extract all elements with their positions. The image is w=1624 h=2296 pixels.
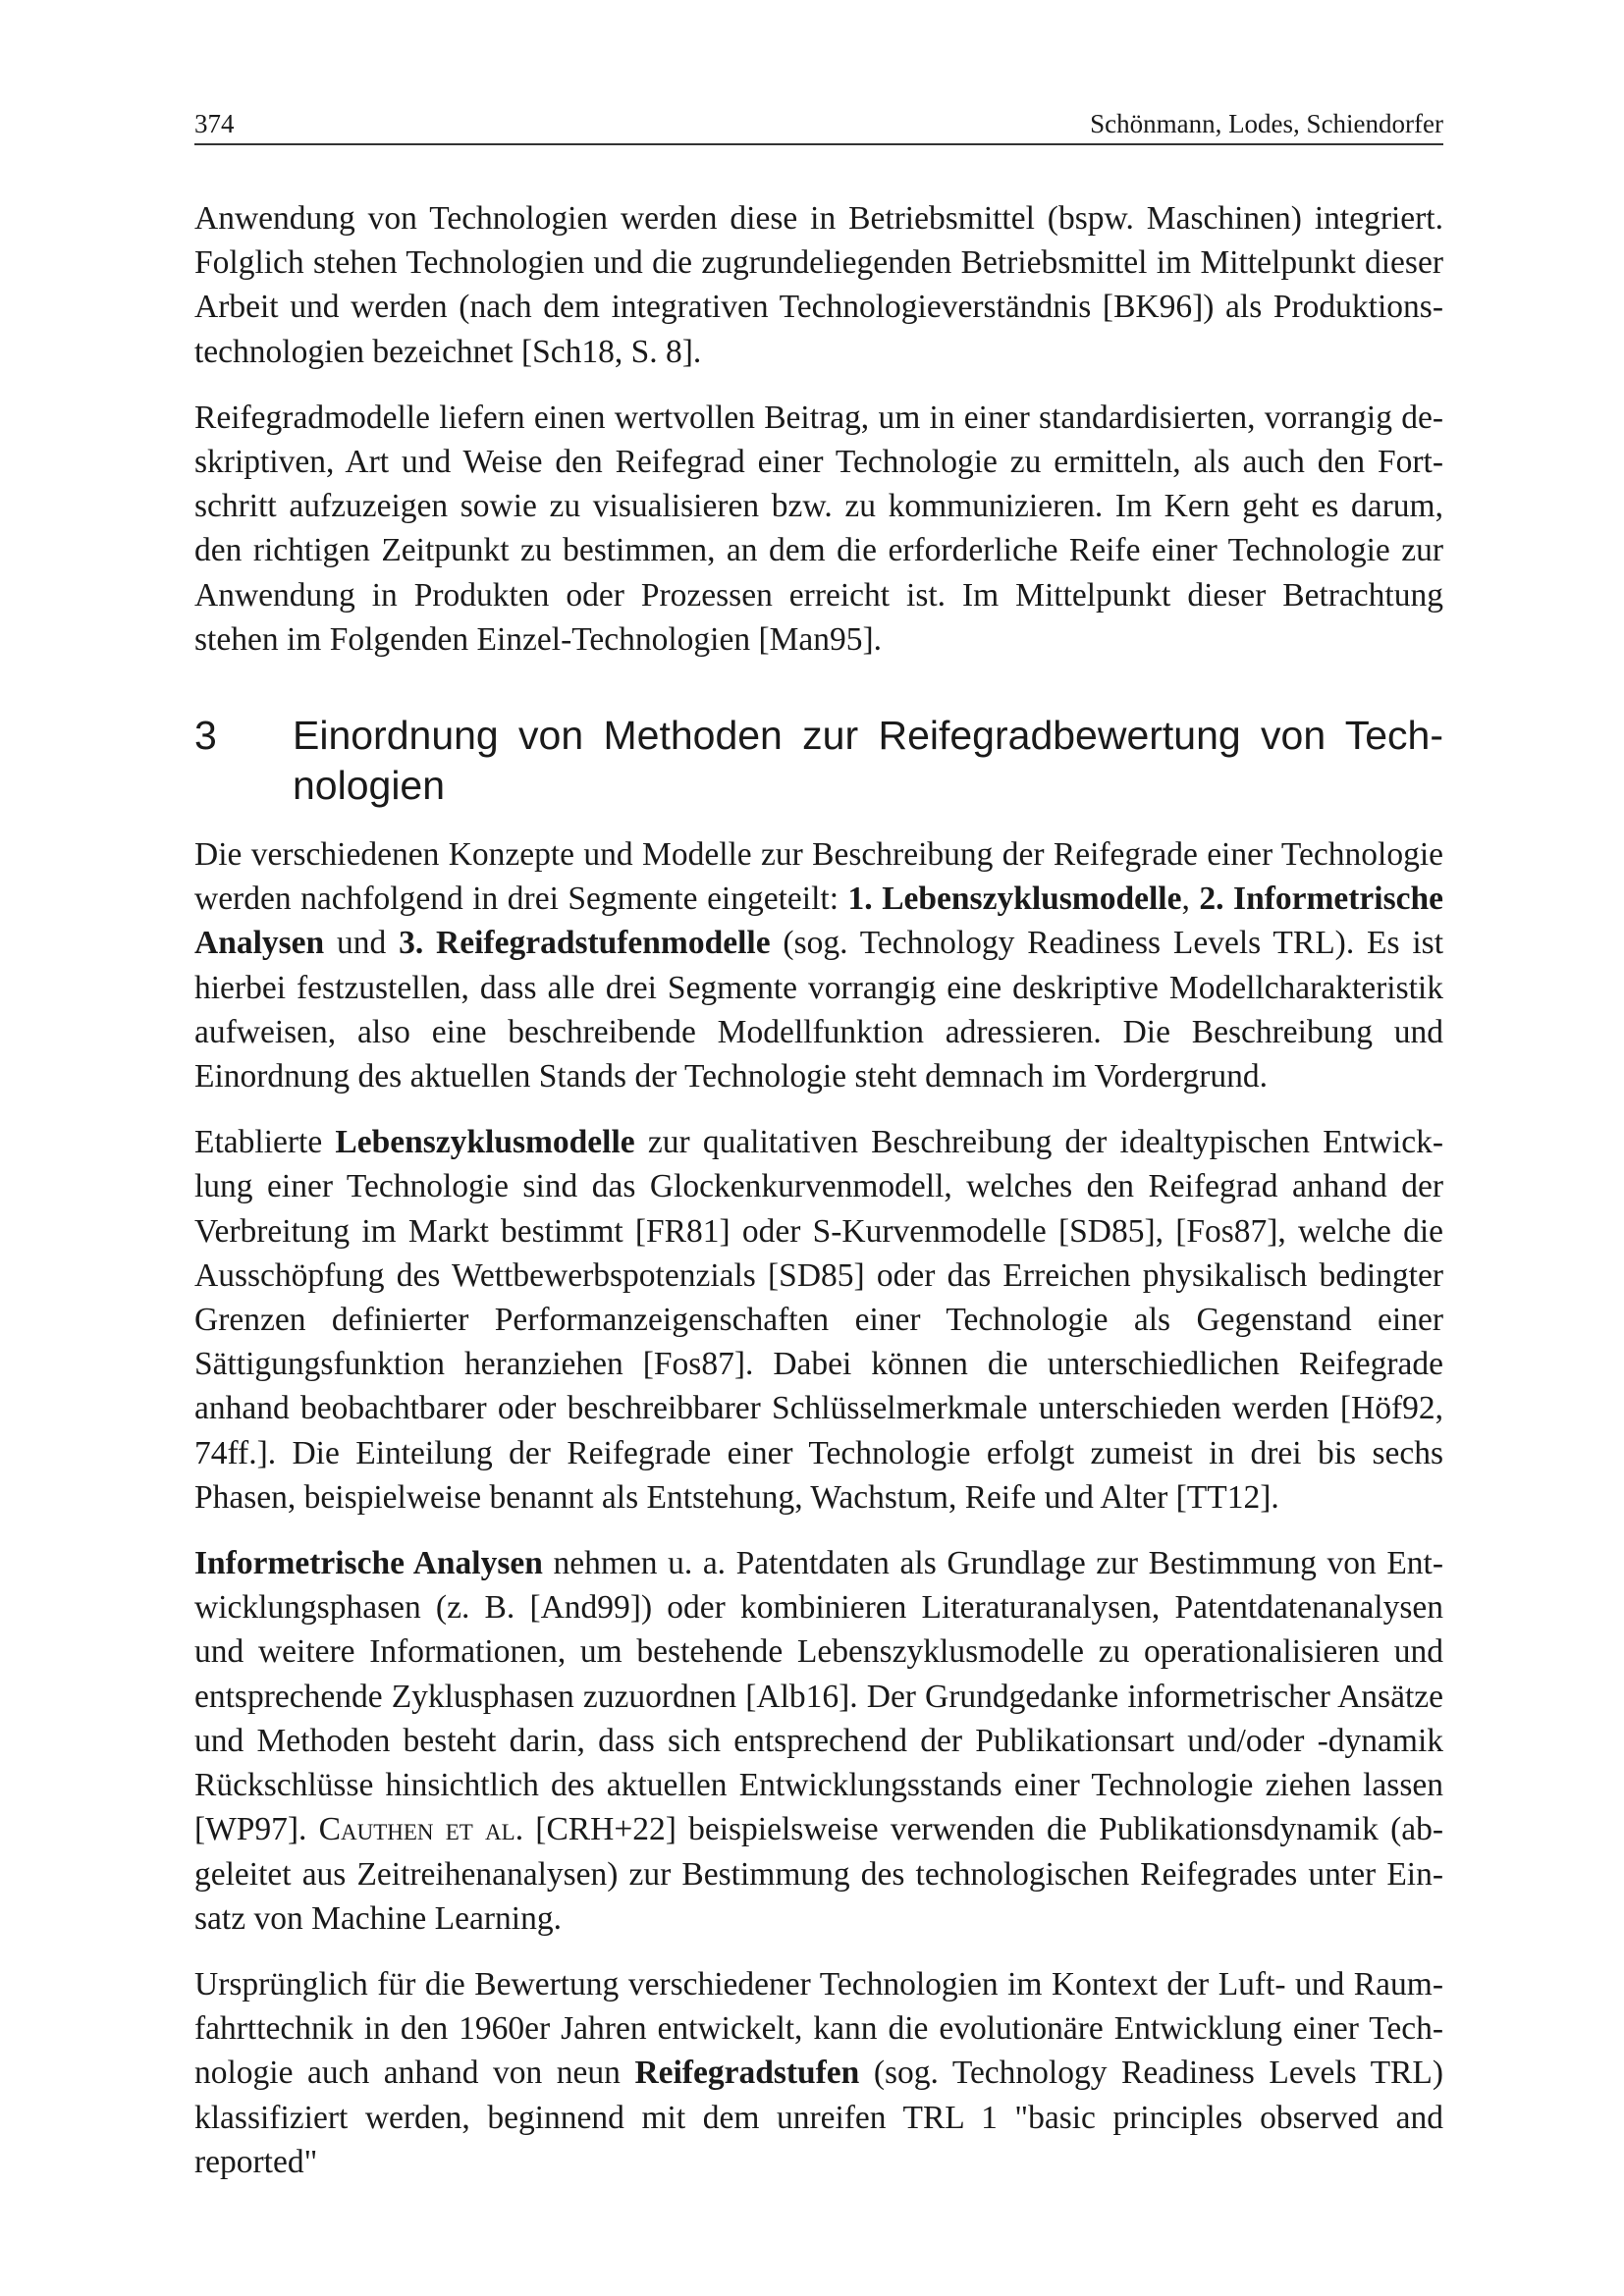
page-number: 374 (194, 109, 235, 138)
paragraph-3-text-a: Die verschiedenen Konzepte und Modelle zur Beschreibung der Reifegrade einer Technologie werden nachfolgend in drei Segmente eingeteilt: (194, 836, 1443, 918)
section-title: Einordnung von Methoden zur Reifegradbewertung von Technologien (293, 713, 1443, 809)
paragraph-4 (194, 1120, 1443, 1520)
paragraph-3-text-c: , (1181, 881, 1200, 918)
paragraph-4-text-a: Etablierte (194, 1124, 336, 1161)
body-text (194, 196, 1443, 2206)
paragraph-6 (194, 1962, 1443, 2184)
paragraph-5 (194, 1541, 1443, 1941)
page-header (194, 108, 1443, 145)
paragraph-5-text-c: [CRH+22] beispielsweise verwenden die Publikationsdynamik (abgeleitet aus Zeitreihenanalysen) zur Bestimmung des technologischen Reifegrades unter Einsatz von Machine Learning. (194, 1811, 1444, 1937)
term-informetrische-analysen: Informetrische Analysen (194, 1545, 543, 1582)
paragraph-6-text-c: (sog. Technology Readiness Levels TRL) klassifiziert werden, beginnend mit dem unreifen TRL 1 "basic principles observed and reported" (194, 2055, 1443, 2180)
paragraph-5-text-a: nehmen u. a. Patentdaten als Grundlage zur Bestimmung von Entwicklungsphasen (z. B. [And99]) oder kombinieren Literaturanalysen, Patentdatenanalysen und weitere Informationen, um bestehende Lebenszyklusmodelle zu operationalisieren und entsprechende Zyklusphasen zuzuordnen [Alb16]. Der Grundgedanke informetrischer Ansätze und Methoden besteht darin, dass sich entsprechend der Publikationsart und/oder -dynamik Rückschlüsse hinsichtlich des aktuellen Entwicklungsstands einer Technologie ziehen lassen [WP97]. (194, 1545, 1444, 1848)
term-informetrische-analysen-numbered: 2. Informetrische Analysen (194, 881, 1443, 962)
paragraph-6-text-a: Ursprünglich für die Bewertung verschiedener Technologien im Kontext der Luft- und Raumfahrttechnik in den 1960er Jahren entwickelt, kann die evolutionäre Entwicklung einer Technologie auch anhand von neun (194, 1965, 1443, 2092)
term-reifegradstufenmodelle-numbered: 3. Reifegradstufenmodelle (399, 925, 771, 962)
section-number: 3 (194, 713, 217, 759)
paragraph-3-text-d: und (324, 925, 400, 962)
section-heading (194, 711, 1443, 811)
term-lebenszyklusmodelle: Lebenszyklusmodelle (335, 1124, 635, 1161)
paragraph-3 (194, 832, 1443, 1098)
paragraph-2: Reifegradmodelle liefern einen wertvollen Beitrag, um in einer standardisierten, vorrangig deskriptiven, Art und Weise den Reifegrad einer Technologie zu ermitteln, als auch den Fortschritt aufzuzeigen sowie zu visualisieren bzw. zu kommunizieren. Im Kern geht es darum, den richtigen Zeitpunkt zu bestimmen, an dem die erforderliche Reife einer Technologie zur Anwendung in Produkten oder Prozessen erreicht ist. Im Mittelpunkt dieser Betrachtung stehen im Folgenden Einzel-Technologien [Man95]. (194, 399, 1443, 658)
author-name-cauthen: Cauthen et al. (318, 1811, 524, 1848)
paragraph-3-text-e: (sog. Technology Readiness Levels TRL). Es ist hierbei festzustellen, dass alle drei Segmente vorrangig eine deskriptive Modellcharakteristik aufweisen, also eine beschreibende Modellfunktion adressieren. Die Beschreibung und Einordnung des aktuellen Stands der Technologie steht demnach im Vordergrund. (194, 925, 1444, 1095)
paragraph-1: Anwendung von Technologien werden diese in Betriebsmittel (bspw. Maschinen) integriert. Folglich stehen Technologien und die zugrundeliegenden Betriebsmittel im Mittelpunkt dieser Arbeit und werden (nach dem integrativen Technologieverständnis [BK96]) als Produktionstechnologien bezeichnet [Sch18, S. 8]. (194, 200, 1443, 370)
running-head-authors: Schönmann, Lodes, Schiendorfer (1090, 109, 1443, 138)
term-reifegradstufen: Reifegradstufen (634, 2055, 860, 2092)
term-lebenszyklusmodelle-numbered: 1. Lebenszyklusmodelle (847, 881, 1182, 918)
paragraph-4-text-c: zur qualitativen Beschreibung der idealtypischen Entwicklung einer Technologie sind das Glockenkurvenmodell, welches den Reifegrad anhand der Verbreitung im Markt bestimmt [FR81] oder S-Kurvenmodelle [SD85], [Fos87], welche die Ausschöpfung des Wettbewerbspotenzials [SD85] oder das Erreichen physikalisch bedingter Grenzen definierter Performanzeigenschaften einer Technologie als Gegenstand einer Sättigungsfunktion heranziehen [Fos87]. Dabei können die unterschiedlichen Reifegrade anhand beobachtbarer oder beschreibbarer Schlüsselmerkmale unterschieden werden [Höf92, 74ff.]. Die Einteilung der Reifegrade einer Technologie erfolgt zumeist in drei bis sechs Phasen, beispielweise benannt als Entstehung, Wachstum, Reife und Alter [TT12]. (194, 1124, 1443, 1516)
